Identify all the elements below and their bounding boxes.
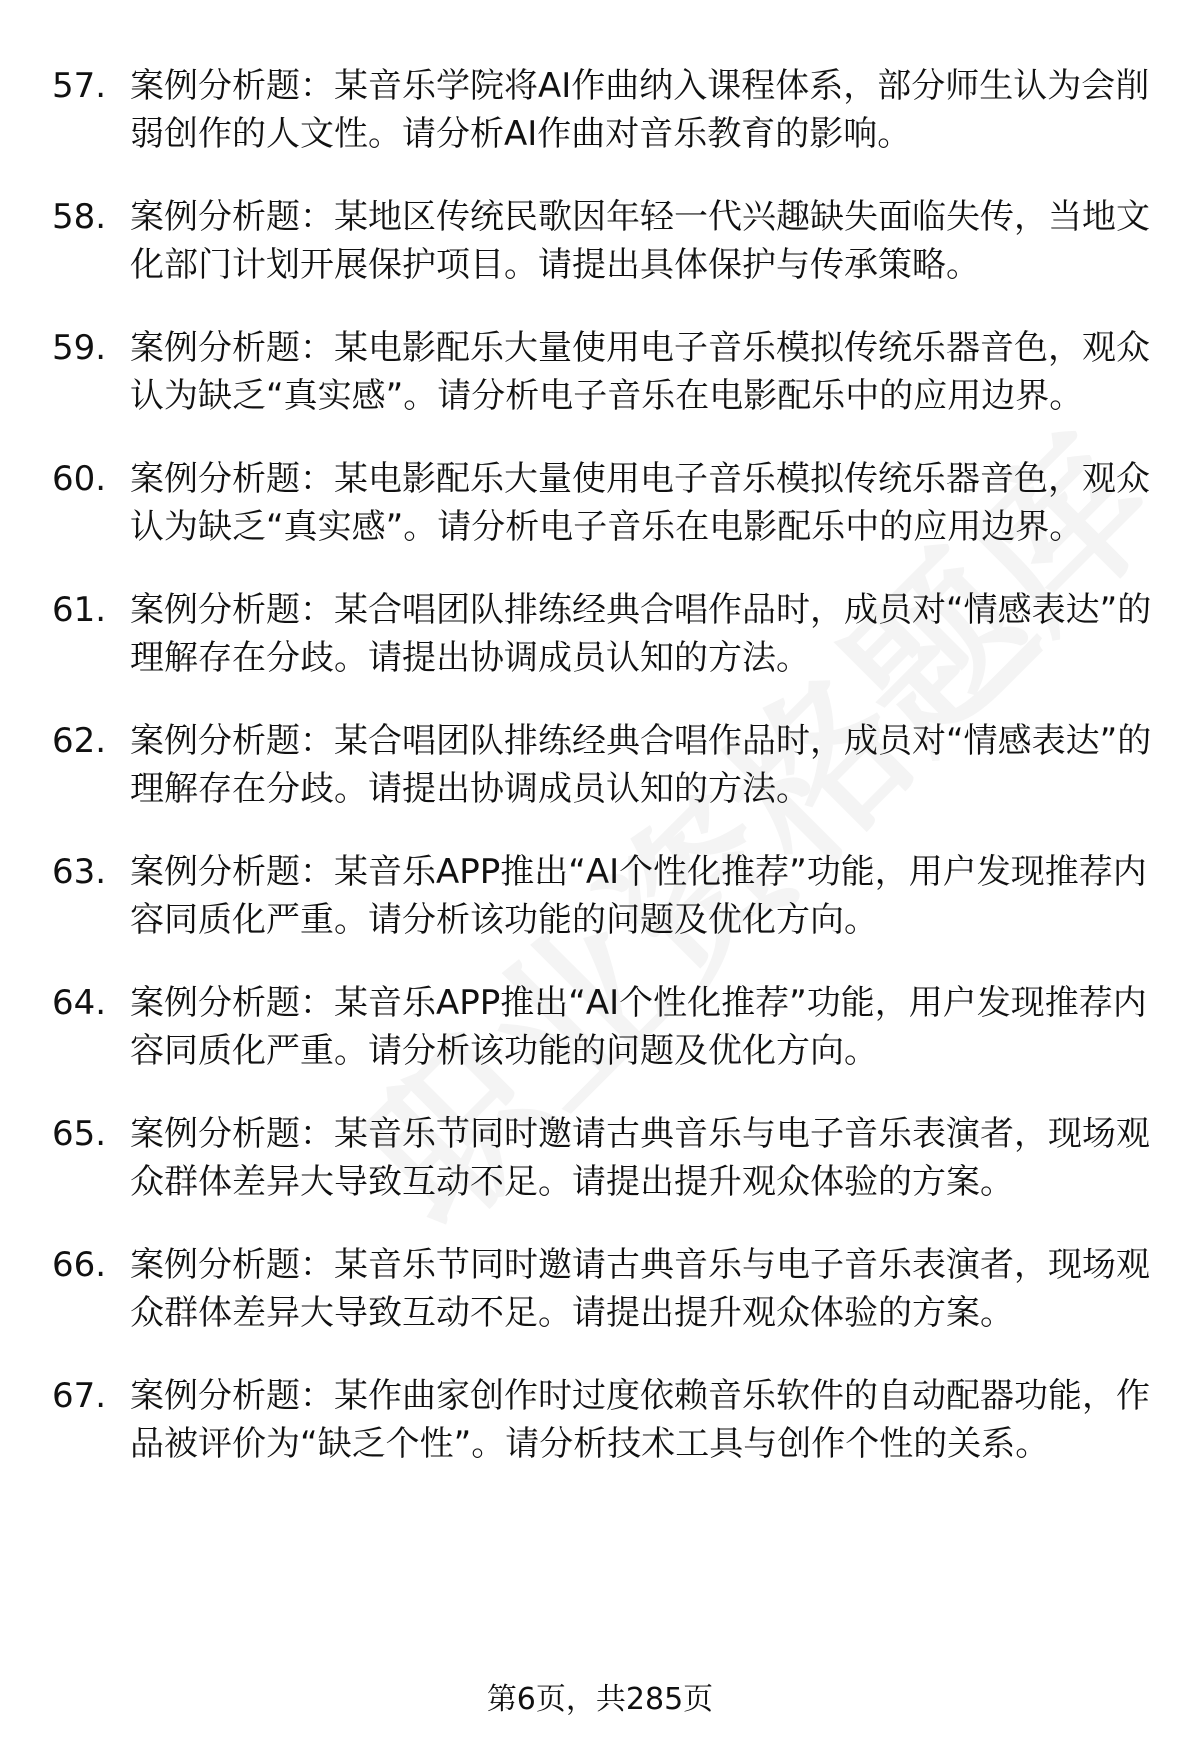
question-text: 案例分析题：某作曲家创作时过度依赖音乐软件的自动配器功能，作品被评价为“缺乏个性”。请分析技术工具与创作个性的关系。 [130,1376,1150,1464]
question-text: 案例分析题：某电影配乐大量使用电子音乐模拟传统乐器音色，观众认为缺乏“真实感”。请分析电子音乐在电影配乐中的应用边界。 [130,328,1150,416]
question-number: 59. [52,328,107,368]
page-footer: 第6页，共285页 [486,1682,714,1717]
question-text: 案例分析题：某合唱团队排练经典合唱作品时，成员对“情感表达”的理解存在分歧。请提出协调成员认知的方法。 [130,590,1152,678]
question-text: 案例分析题：某音乐节同时邀请古典音乐与电子音乐表演者，现场观众群体差异大导致互动不足。请提出提升观众体验的方案。 [130,1114,1150,1202]
question-number: 63. [52,852,107,892]
question-item-61 [52,586,1152,682]
question-text: 案例分析题：某音乐学院将AI作曲纳入课程体系，部分师生认为会削弱创作的人文性。请分析AI作曲对音乐教育的影响。 [130,66,1150,154]
question-text: 案例分析题：某电影配乐大量使用电子音乐模拟传统乐器音色，观众认为缺乏“真实感”。请分析电子音乐在电影配乐中的应用边界。 [130,459,1150,547]
question-number: 57. [52,66,107,106]
question-item-58 [52,193,1152,289]
question-item-65 [52,1110,1152,1206]
question-number: 65. [52,1114,107,1154]
question-list [52,62,1152,1503]
question-item-64 [52,979,1152,1075]
question-number: 64. [52,983,107,1023]
question-item-67 [52,1372,1152,1468]
question-number: 58. [52,197,107,237]
question-number: 66. [52,1245,107,1285]
question-item-57 [52,62,1152,158]
question-item-59 [52,324,1152,420]
question-number: 62. [52,721,107,761]
question-number: 67. [52,1376,107,1416]
question-number: 61. [52,590,107,630]
question-text: 案例分析题：某合唱团队排练经典合唱作品时，成员对“情感表达”的理解存在分歧。请提出协调成员认知的方法。 [130,721,1152,809]
question-item-60 [52,455,1152,551]
question-item-63 [52,848,1152,944]
question-text: 案例分析题：某音乐APP推出“AI个性化推荐”功能，用户发现推荐内容同质化严重。请分析该功能的问题及优化方向。 [130,983,1147,1071]
question-text: 案例分析题：某音乐APP推出“AI个性化推荐”功能，用户发现推荐内容同质化严重。请分析该功能的问题及优化方向。 [130,852,1147,940]
question-number: 60. [52,459,107,499]
question-text: 案例分析题：某地区传统民歌因年轻一代兴趣缺失面临失传，当地文化部门计划开展保护项目。请提出具体保护与传承策略。 [130,197,1150,285]
question-item-62 [52,717,1152,813]
question-text: 案例分析题：某音乐节同时邀请古典音乐与电子音乐表演者，现场观众群体差异大导致互动不足。请提出提升观众体验的方案。 [130,1245,1150,1333]
question-item-66 [52,1241,1152,1337]
